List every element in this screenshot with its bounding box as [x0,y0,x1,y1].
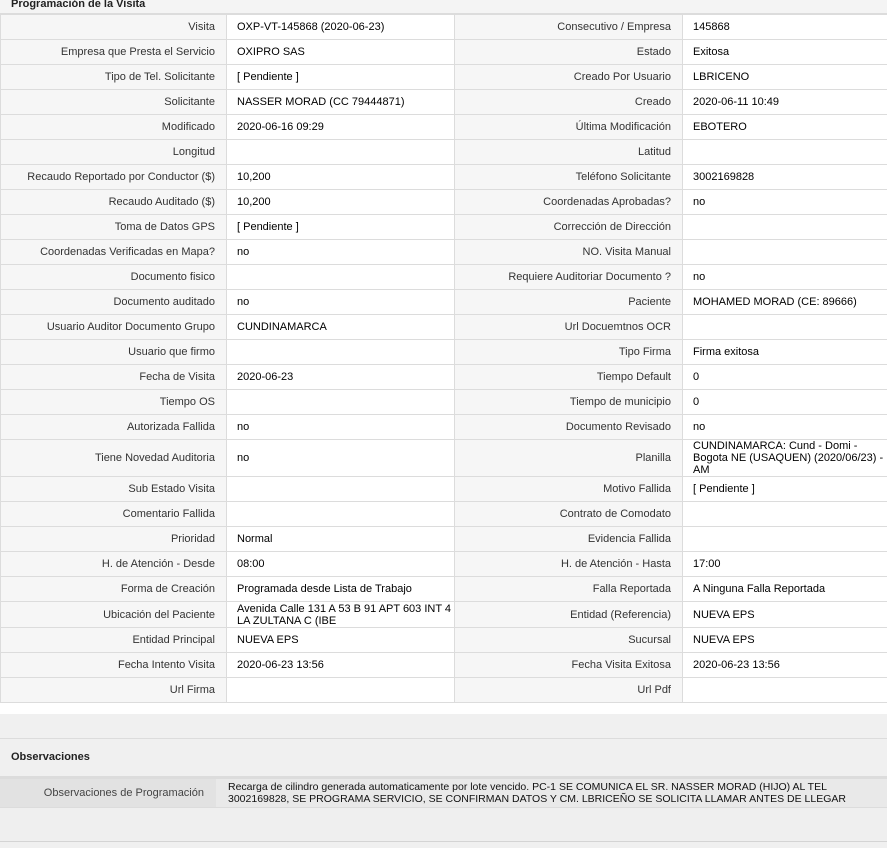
field-label: Url Firma [1,678,227,703]
field-label: Evidencia Fallida [455,527,683,552]
field-value: OXP-VT-145868 (2020-06-23) [227,15,455,40]
field-label: H. de Atención - Hasta [455,552,683,577]
observations-header [0,739,887,777]
detail-row [1,577,887,602]
field-label: Requiere Auditoriar Documento ? [455,265,683,290]
field-value: 2020-06-16 09:29 [227,115,455,140]
field-label: Entidad Principal [1,628,227,653]
detail-row [1,415,887,440]
divider-band [0,714,887,739]
field-label: Entidad (Referencia) [455,602,683,628]
footer-band [0,807,887,842]
field-value [683,215,887,240]
field-value: NASSER MORAD (CC 79444871) [227,90,455,115]
field-value: 2020-06-23 13:56 [683,653,887,678]
field-label: Contrato de Comodato [455,502,683,527]
field-label: Tiempo de municipio [455,390,683,415]
field-value [683,315,887,340]
field-value: 10,200 [227,165,455,190]
field-label: Documento auditado [1,290,227,315]
observations-title: Observaciones [11,751,90,763]
spacer [0,703,887,714]
field-label: Url Pdf [455,678,683,703]
field-value: [ Pendiente ] [227,65,455,90]
field-label: Recaudo Auditado ($) [1,190,227,215]
field-value: [ Pendiente ] [683,477,887,502]
field-value [683,240,887,265]
field-label: Coordenadas Verificadas en Mapa? [1,240,227,265]
detail-row [1,552,887,577]
detail-row [1,628,887,653]
detail-row [1,315,887,340]
field-label: Usuario Auditor Documento Grupo [1,315,227,340]
field-label: NO. Visita Manual [455,240,683,265]
field-label: Creado [455,90,683,115]
field-value: LBRICENO [683,65,887,90]
field-value: no [683,190,887,215]
field-label: Tiempo Default [455,365,683,390]
field-label: Paciente [455,290,683,315]
field-value: Exitosa [683,40,887,65]
field-label: Empresa que Presta el Servicio [1,40,227,65]
field-label: Url Docuemtnos OCR [455,315,683,340]
detail-row [1,40,887,65]
visit-details-table [0,14,887,703]
detail-row [1,165,887,190]
section-title: Programación de la Visita [11,0,146,10]
field-value [227,678,455,703]
field-label: Forma de Creación [1,577,227,602]
field-value: A Ninguna Falla Reportada [683,577,887,602]
field-value: Firma exitosa [683,340,887,365]
detail-row [1,602,887,628]
field-value: OXIPRO SAS [227,40,455,65]
field-value: 0 [683,365,887,390]
field-label: Toma de Datos GPS [1,215,227,240]
field-value: 17:00 [683,552,887,577]
field-value: no [227,415,455,440]
detail-row [1,653,887,678]
field-value: no [227,290,455,315]
field-label: Corrección de Dirección [455,215,683,240]
field-label: Planilla [455,440,683,477]
field-label: Última Modificación [455,115,683,140]
field-label: Motivo Fallida [455,477,683,502]
field-label: Fecha Visita Exitosa [455,653,683,678]
field-label: Longitud [1,140,227,165]
detail-row [1,290,887,315]
field-label: Recaudo Reportado por Conductor ($) [1,165,227,190]
detail-row [1,390,887,415]
field-value [227,140,455,165]
detail-row [1,115,887,140]
field-label: Teléfono Solicitante [455,165,683,190]
field-value: CUNDINAMARCA [227,315,455,340]
field-label: Estado [455,40,683,65]
field-label: Ubicación del Paciente [1,602,227,628]
field-label: Documento Revisado [455,415,683,440]
field-value [683,678,887,703]
detail-row [1,340,887,365]
field-label: Tiempo OS [1,390,227,415]
field-value: CUNDINAMARCA: Cund - Domi - Bogota NE (USAQUEN) (2020/06/23) - AM [683,440,887,477]
observations-table [0,777,887,807]
field-label: Tipo de Tel. Solicitante [1,65,227,90]
field-value: 145868 [683,15,887,40]
field-label: Documento fisico [1,265,227,290]
field-label: H. de Atención - Desde [1,552,227,577]
field-label: Modificado [1,115,227,140]
field-label: Comentario Fallida [1,502,227,527]
detail-row [1,477,887,502]
field-value: 10,200 [227,190,455,215]
field-label: Sucursal [455,628,683,653]
observations-row [0,778,887,807]
field-label: Usuario que firmo [1,340,227,365]
field-label: Sub Estado Visita [1,477,227,502]
observations-text: Recarga de cilindro generada automaticamente por lote vencido. PC-1 SE COMUNICA EL SR. NASSER MORAD (HIJO) AL TEL 3002169828, SE PROGRAMA SERVICIO, SE CONFIRMAN DATOS Y CM. LBRICEÑO SE SOLICITA LLAMAR ANTES DE LLEGAR [216,778,887,807]
field-value: NUEVA EPS [683,602,887,628]
detail-row [1,502,887,527]
field-label: Consecutivo / Empresa [455,15,683,40]
field-value [683,140,887,165]
detail-row [1,440,887,477]
field-value: NUEVA EPS [227,628,455,653]
detail-row [1,365,887,390]
detail-row [1,678,887,703]
field-value [683,502,887,527]
detail-row [1,140,887,165]
field-label: Solicitante [1,90,227,115]
observations-label: Observaciones de Programación [0,778,216,807]
field-value: no [227,240,455,265]
field-label: Autorizada Fallida [1,415,227,440]
field-value: no [227,440,455,477]
field-label: Coordenadas Aprobadas? [455,190,683,215]
field-value: 2020-06-11 10:49 [683,90,887,115]
field-value [227,340,455,365]
field-value: EBOTERO [683,115,887,140]
field-label: Visita [1,15,227,40]
field-value: 2020-06-23 [227,365,455,390]
field-value: Normal [227,527,455,552]
field-value: Programada desde Lista de Trabajo [227,577,455,602]
field-label: Prioridad [1,527,227,552]
detail-row [1,527,887,552]
field-value: no [683,415,887,440]
field-value [227,265,455,290]
field-label: Fecha Intento Visita [1,653,227,678]
field-value: Avenida Calle 131 A 53 B 91 APT 603 INT 4 LA ZULTANA C (IBE [227,602,455,628]
detail-row [1,265,887,290]
field-value: MOHAMED MORAD (CE: 89666) [683,290,887,315]
detail-row [1,190,887,215]
field-label: Creado Por Usuario [455,65,683,90]
detail-row [1,240,887,265]
field-value [227,477,455,502]
field-value: NUEVA EPS [683,628,887,653]
field-value: 3002169828 [683,165,887,190]
field-value: 0 [683,390,887,415]
field-value [683,527,887,552]
detail-row [1,65,887,90]
detail-row [1,15,887,40]
field-value: [ Pendiente ] [227,215,455,240]
section-header [0,0,887,14]
field-value: 08:00 [227,552,455,577]
field-value: no [683,265,887,290]
field-label: Fecha de Visita [1,365,227,390]
field-label: Tiene Novedad Auditoria [1,440,227,477]
field-label: Latitud [455,140,683,165]
field-label: Falla Reportada [455,577,683,602]
detail-row [1,215,887,240]
field-value [227,502,455,527]
field-value [227,390,455,415]
field-label: Tipo Firma [455,340,683,365]
detail-row [1,90,887,115]
field-value: 2020-06-23 13:56 [227,653,455,678]
